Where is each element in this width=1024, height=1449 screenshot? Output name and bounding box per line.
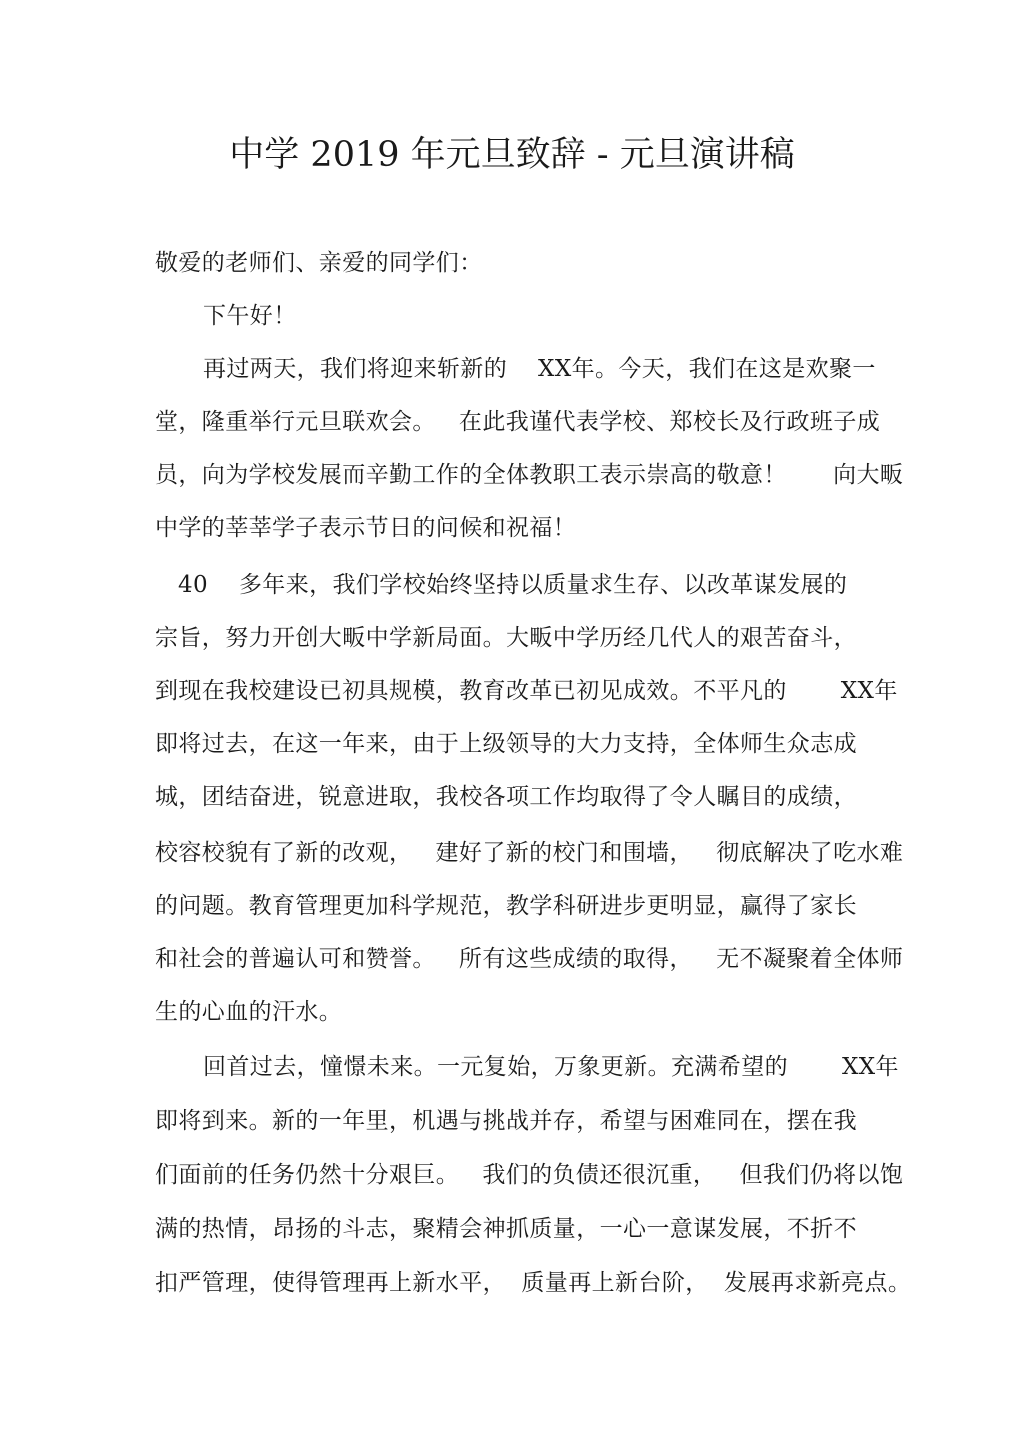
greeting-line: 下午好！ [203, 303, 297, 329]
body-line: 和社会的普遍认可和赞誉。 所有这些成绩的取得， 无不凝聚着全体师 [155, 946, 904, 972]
body-line: 员，向为学校发展而辛勤工作的全体教职工表示崇高的敬意！ 向大畈 [155, 462, 904, 488]
body-line: 40 多年来，我们学校始终坚持以质量求生存、以改革谋发展的 [178, 572, 848, 598]
document-title: 中学 2019 年元旦致辞 - 元旦演讲稿 [229, 135, 795, 175]
body-line: 到现在我校建设已初具规模，教育改革已初见成效。不平凡的 XX年 [155, 678, 898, 704]
body-line: 满的热情，昂扬的斗志，聚精会神抓质量，一心一意谋发展，不折不 [155, 1216, 857, 1242]
body-line: 生的心血的汗水。 [155, 999, 343, 1025]
body-line: 们面前的任务仍然十分艰巨。 我们的负债还很沉重， 但我们仍将以饱 [155, 1162, 904, 1188]
body-line: 即将到来。新的一年里，机遇与挑战并存，希望与困难同在，摆在我 [155, 1108, 857, 1134]
body-line: 堂，隆重举行元旦联欢会。 在此我谨代表学校、郑校长及行政班子成 [155, 409, 881, 435]
body-line: 城，团结奋进，锐意进取，我校各项工作均取得了令人瞩目的成绩， [155, 784, 857, 810]
salutation-line: 敬爱的老师们、亲爱的同学们： [155, 250, 483, 276]
body-line: 中学的莘莘学子表示节日的问候和祝福！ [155, 515, 577, 541]
body-line: 宗旨，努力开创大畈中学新局面。大畈中学历经几代人的艰苦奋斗， [155, 625, 857, 651]
body-line: 即将过去，在这一年来，由于上级领导的大力支持，全体师生众志成 [155, 731, 857, 757]
body-line: 的问题。教育管理更加科学规范，教学科研进步更明显，赢得了家长 [155, 893, 857, 919]
body-line: 扣严管理，使得管理再上新水平， 质量再上新台阶， 发展再求新亮点。 [155, 1270, 912, 1296]
body-line: 校容校貌有了新的改观， 建好了新的校门和围墙， 彻底解决了吃水难 [155, 840, 904, 866]
body-line: 再过两天，我们将迎来斩新的 XX年。今天，我们在这是欢聚一 [203, 356, 876, 382]
body-line: 回首过去，憧憬未来。一元复始，万象更新。充满希望的 XX年 [203, 1054, 899, 1080]
